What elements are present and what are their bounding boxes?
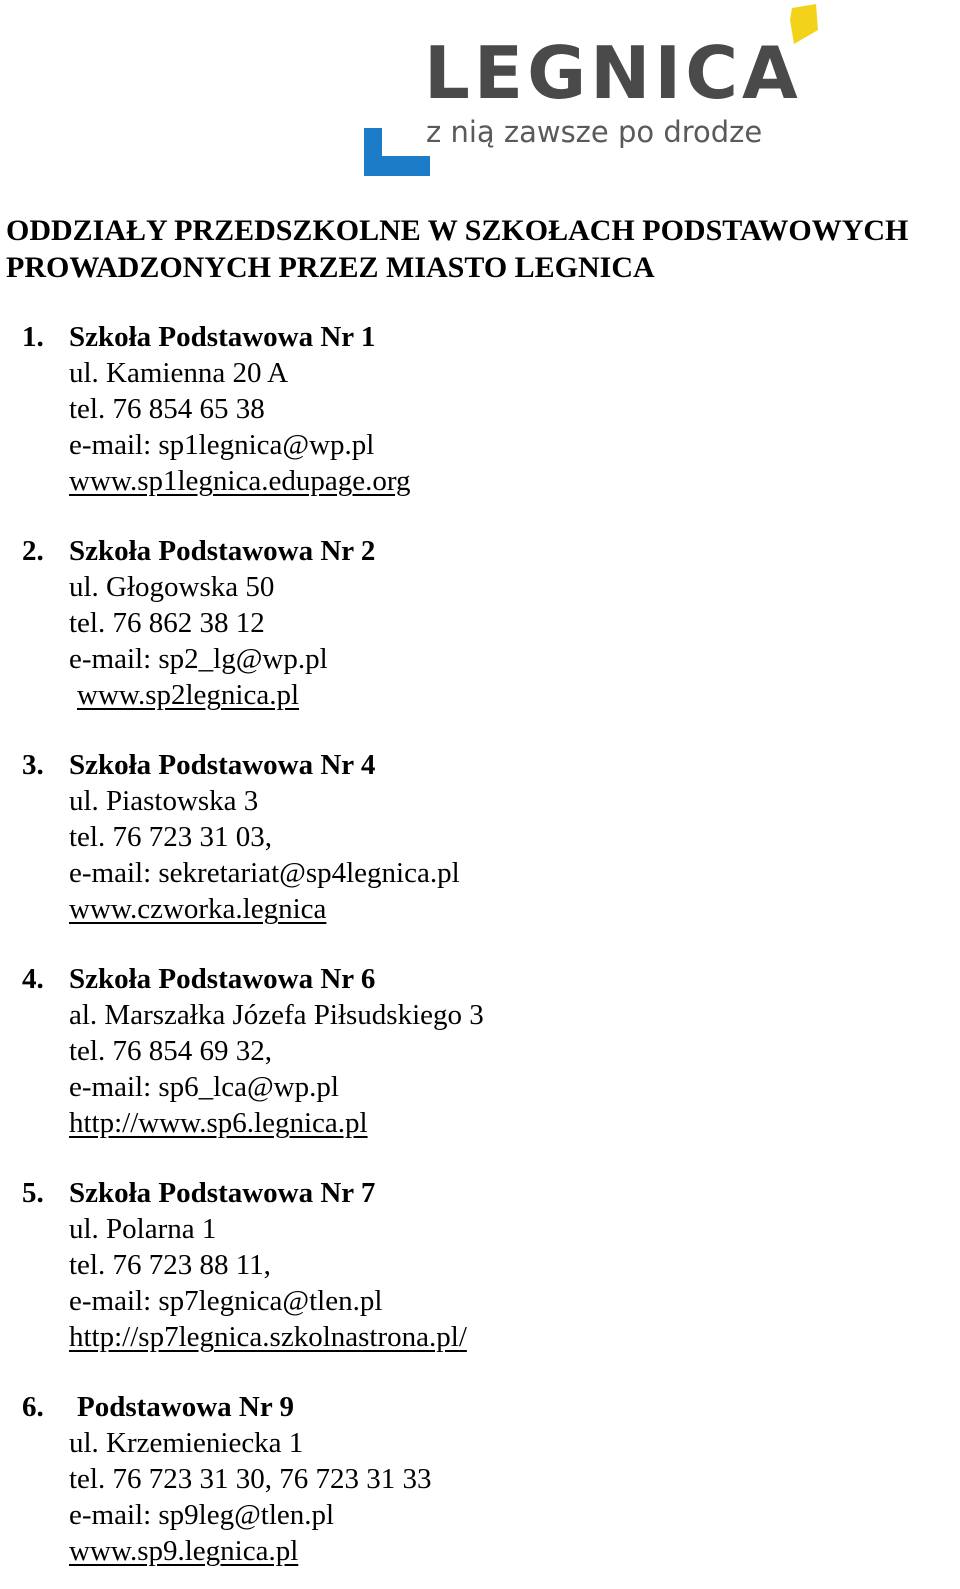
- legnica-logo: [360, 0, 830, 185]
- school-email: e-mail: sp6_lca@wp.pl: [69, 1071, 339, 1103]
- school-entry-6: [22, 1389, 922, 1569]
- logo-blue-shape: [364, 128, 430, 176]
- school-website-link[interactable]: www.sp1legnica.edupage.org: [69, 465, 411, 497]
- school-name: Szkoła Podstawowa Nr 1: [69, 321, 376, 353]
- school-email: e-mail: sekretariat@sp4legnica.pl: [69, 857, 460, 889]
- school-entry-4: [22, 961, 922, 1141]
- school-email: e-mail: sp9leg@tlen.pl: [69, 1499, 335, 1531]
- school-heading: [22, 961, 922, 997]
- school-number: 3.: [22, 749, 44, 781]
- school-number: 5.: [22, 1177, 44, 1209]
- school-heading: [22, 1389, 922, 1425]
- school-name: Szkoła Podstawowa Nr 7: [69, 1177, 376, 1209]
- school-entry-5: [22, 1175, 922, 1355]
- page-title-line-2: PROWADZONYCH PRZEZ MIASTO LEGNICA: [6, 251, 655, 284]
- school-phone: tel. 76 723 88 11,: [69, 1249, 271, 1281]
- school-email: e-mail: sp2_lg@wp.pl: [69, 643, 328, 675]
- school-address: ul. Głogowska 50: [69, 571, 275, 603]
- school-address: ul. Polarna 1: [69, 1213, 217, 1245]
- school-name: Podstawowa Nr 9: [77, 1391, 294, 1423]
- school-heading: [22, 533, 922, 569]
- school-website-link[interactable]: www.sp9.legnica.pl: [69, 1535, 299, 1567]
- school-website-link[interactable]: www.sp2legnica.pl: [77, 679, 300, 711]
- school-phone: tel. 76 854 65 38: [69, 393, 265, 425]
- school-phone: tel. 76 723 31 03,: [69, 821, 272, 853]
- logo-tagline: z nią zawsze po drodze: [426, 115, 763, 149]
- school-heading: [22, 1175, 922, 1211]
- school-number: 4.: [22, 963, 44, 995]
- school-entry-3: [22, 747, 922, 927]
- page-title: [6, 212, 956, 286]
- school-number: 6.: [22, 1391, 44, 1423]
- school-phone: tel. 76 854 69 32,: [69, 1035, 272, 1067]
- school-website-link[interactable]: http://www.sp6.legnica.pl: [69, 1107, 368, 1139]
- school-entry-2: [22, 533, 922, 713]
- school-website-link[interactable]: http://sp7legnica.szkolnastrona.pl/: [69, 1321, 467, 1353]
- school-address: ul. Piastowska 3: [69, 785, 259, 817]
- page-title-line-1: ODDZIAŁY PRZEDSZKOLNE W SZKOŁACH PODSTAWOWYCH: [6, 214, 909, 247]
- school-address: ul. Krzemieniecka 1: [69, 1427, 304, 1459]
- school-name: Szkoła Podstawowa Nr 4: [69, 749, 376, 781]
- school-email: e-mail: sp1legnica@wp.pl: [69, 429, 375, 461]
- school-email: e-mail: sp7legnica@tlen.pl: [69, 1285, 383, 1317]
- school-heading: [22, 319, 922, 355]
- school-phone: tel. 76 862 38 12: [69, 607, 265, 639]
- school-website-link[interactable]: www.czworka.legnica: [69, 893, 327, 925]
- school-name: Szkoła Podstawowa Nr 2: [69, 535, 376, 567]
- legnica-logo-graphic: [360, 0, 830, 185]
- school-number: 2.: [22, 535, 44, 567]
- school-heading: [22, 747, 922, 783]
- school-address: ul. Kamienna 20 A: [69, 357, 289, 389]
- school-number: 1.: [22, 321, 44, 353]
- school-address: al. Marszałka Józefa Piłsudskiego 3: [69, 999, 484, 1031]
- school-phone: tel. 76 723 31 30, 76 723 31 33: [69, 1463, 432, 1495]
- school-entry-1: [22, 319, 922, 499]
- logo-wordmark: LEGNICA: [424, 31, 802, 115]
- school-name: Szkoła Podstawowa Nr 6: [69, 963, 376, 995]
